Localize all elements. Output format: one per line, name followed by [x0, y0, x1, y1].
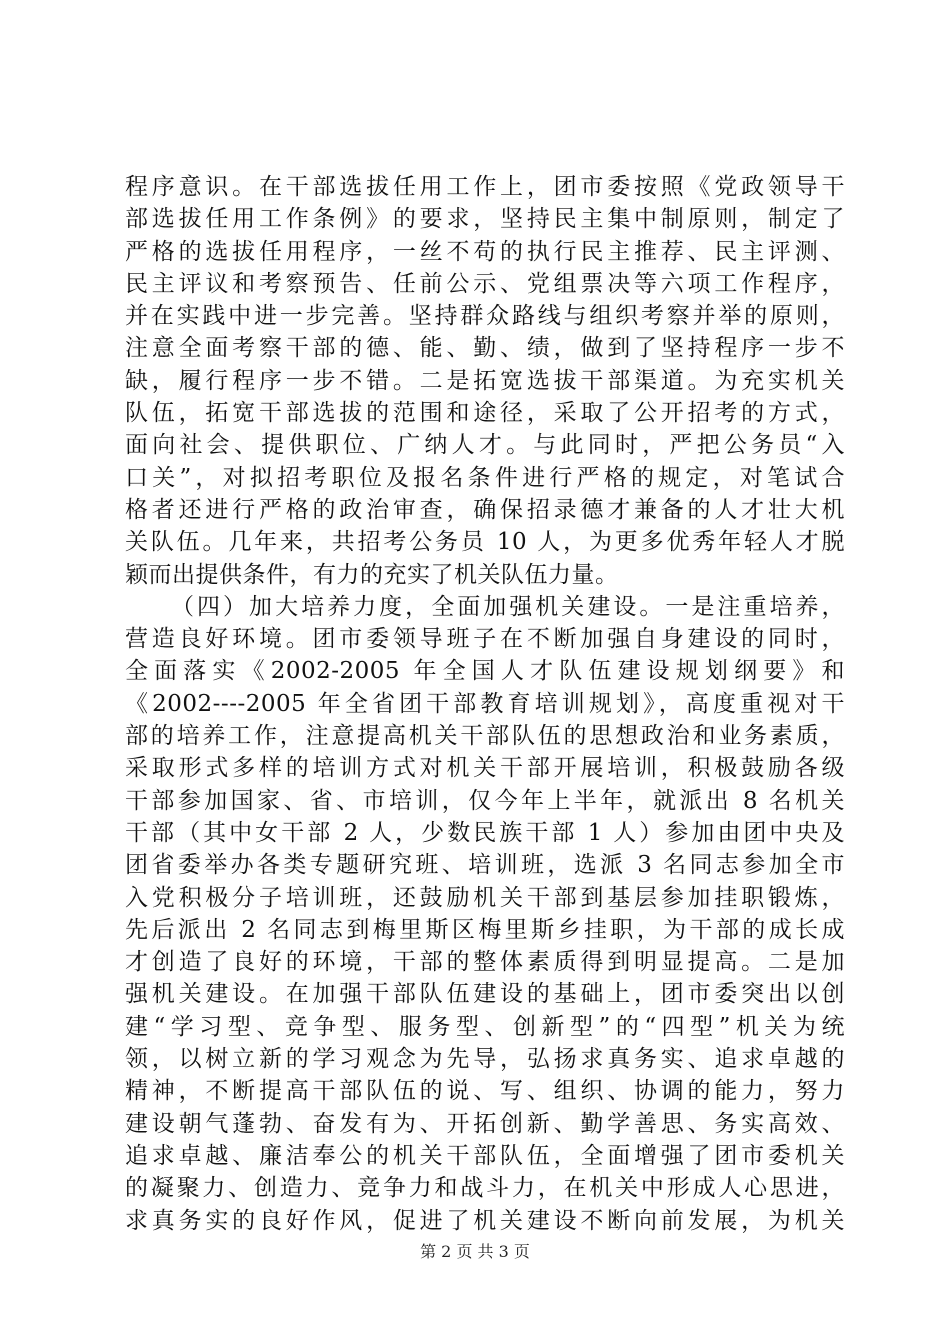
- text-line: 营造良好环境。团市委领导班子在不断加强自身建设的同时，: [125, 626, 845, 653]
- text-line: 入党积极分子培训班，还鼓励机关干部到基层参加挂职锻炼，: [125, 884, 845, 911]
- text-line: 干部（其中女干部 2 人，少数民族干部 1 人）参加由团中央及: [125, 819, 845, 846]
- text-line: 采取形式多样的培训方式对机关干部开展培训，积极鼓励各级: [125, 755, 845, 782]
- text-line: 领，以树立新的学习观念为先导，弘扬求真务实、追求卓越的: [125, 1046, 845, 1073]
- text-line: 程序意识。在干部选拔任用工作上，团市委按照《党政领导干: [125, 174, 845, 200]
- text-line: 团省委举办各类专题研究班、培训班，选派 3 名同志参加全市: [125, 852, 845, 879]
- document-body: [125, 171, 845, 1237]
- text-line: 缺，履行程序一步不错。二是拓宽选拔干部渠道。为充实机关: [125, 367, 845, 394]
- text-line: 才创造了良好的环境，干部的整体素质得到明显提高。二是加: [125, 949, 845, 976]
- text-line: 部选拔任用工作条例》的要求，坚持民主集中制原则，制定了: [125, 206, 845, 233]
- text-line: 全面落实《2002-2005 年全国人才队伍建设规划纲要》和: [125, 658, 845, 685]
- text-line: 口关”，对拟招考职位及报名条件进行严格的规定，对笔试合: [125, 464, 845, 491]
- text-line: 建“学习型、竞争型、服务型、创新型”的“四型”机关为统: [125, 1013, 845, 1040]
- text-line: 严格的选拔任用程序，一丝不苟的执行民主推荐、民主评测、: [125, 238, 845, 265]
- text-line: 精神，不断提高干部队伍的说、写、组织、协调的能力，努力: [125, 1078, 845, 1105]
- text-line-section-heading: （四）加大培养力度，全面加强机关建设。一是注重培养，: [171, 593, 845, 620]
- text-line: 民主评议和考察预告、任前公示、党组票决等六项工作程序，: [125, 270, 845, 297]
- text-line: 建设朝气蓬勃、奋发有为、开拓创新、勤学善思、务实高效、: [125, 1110, 845, 1137]
- text-line: 并在实践中进一步完善。坚持群众路线与组织考察并举的原则，: [125, 303, 845, 330]
- text-line: 的凝聚力、创造力、竞争力和战斗力，在机关中形成人心思进，: [125, 1175, 845, 1202]
- text-line: 《2002----2005 年全省团干部教育培训规划》，高度重视对干: [125, 690, 845, 717]
- text-line: 队伍，拓宽干部选拔的范围和途径，采取了公开招考的方式，: [125, 400, 845, 427]
- text-line: 求真务实的良好作风，促进了机关建设不断向前发展，为机关: [125, 1207, 845, 1234]
- text-line: 先后派出 2 名同志到梅里斯区梅里斯乡挂职，为干部的成长成: [125, 916, 845, 943]
- text-line: 干部参加国家、省、市培训，仅今年上半年，就派出 8 名机关: [125, 787, 845, 814]
- text-line: 注意全面考察干部的德、能、勤、绩，做到了坚持程序一步不: [125, 335, 845, 362]
- text-line: 关队伍。几年来，共招考公务员 10 人，为更多优秀年轻人才脱: [125, 529, 845, 556]
- text-line-paragraph-end: 颖而出提供条件，有力的充实了机关队伍力量。: [125, 561, 619, 588]
- text-line: 追求卓越、廉洁奉公的机关干部队伍，全面增强了团市委机关: [125, 1142, 845, 1169]
- text-line: 部的培养工作，注意提高机关干部队伍的思想政治和业务素质，: [125, 723, 845, 750]
- text-line: 强机关建设。在加强干部队伍建设的基础上，团市委突出以创: [125, 981, 845, 1008]
- page-number-footer: 第 2 页 共 3 页: [420, 1242, 530, 1261]
- text-line: 面向社会、提供职位、广纳人才。与此同时，严把公务员“入: [125, 432, 845, 459]
- text-line: 格者还进行严格的政治审查，确保招录德才兼备的人才壮大机: [125, 496, 845, 523]
